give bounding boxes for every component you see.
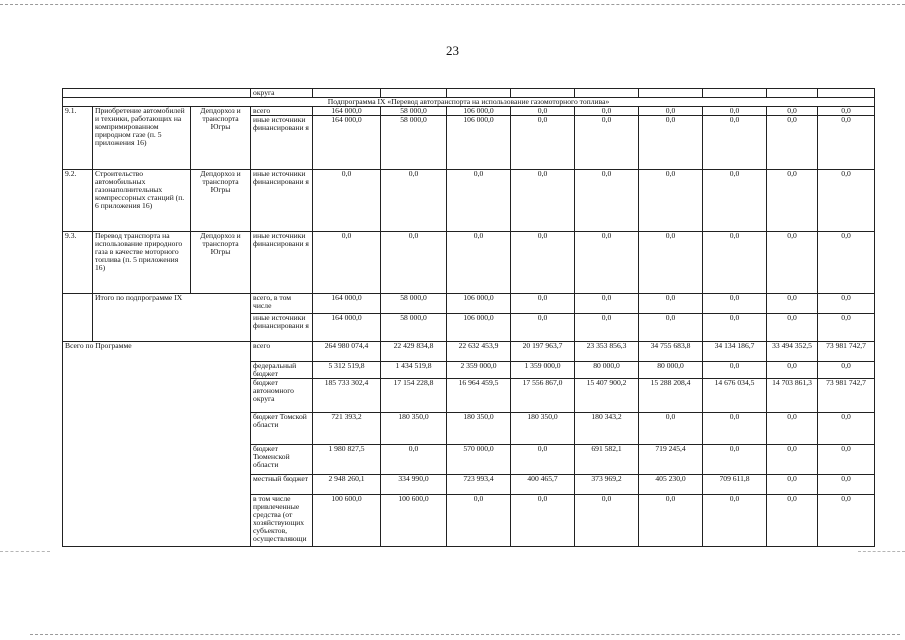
value-cell: 14 676 034,5 — [703, 379, 767, 413]
value-cell: 80 000,0 — [575, 362, 639, 379]
value-cell: 0,0 — [511, 232, 575, 294]
blank-cell — [447, 89, 511, 98]
value-cell: 22 429 834,8 — [381, 342, 447, 362]
item-number: 9.3. — [63, 232, 93, 294]
page-number: 23 — [446, 43, 459, 58]
value-cell: 0,0 — [818, 362, 875, 379]
value-cell: 0,0 — [639, 294, 703, 314]
value-cell: 0,0 — [818, 107, 875, 116]
total-row — [63, 342, 875, 362]
value-cell: 58 000,0 — [381, 107, 447, 116]
value-cell: 264 980 074,4 — [313, 342, 381, 362]
value-cell: 1 434 519,8 — [381, 362, 447, 379]
value-cell: 0,0 — [767, 475, 818, 495]
item-name: Строительство автомобильных газонаполнительных компрессорных станций (п. 6 приложения 16) — [93, 170, 191, 232]
source-cell: иные источники финансировани я — [251, 170, 313, 232]
value-cell: 0,0 — [703, 232, 767, 294]
value-cell: 0,0 — [575, 495, 639, 547]
value-cell: 0,0 — [639, 413, 703, 445]
item-number: 9.1. — [63, 107, 93, 170]
value-cell: 0,0 — [767, 495, 818, 547]
source-cell: бюджет Тюменской области — [251, 445, 313, 475]
value-cell: 180 343,2 — [575, 413, 639, 445]
value-cell: 0,0 — [381, 445, 447, 475]
value-cell: 0,0 — [818, 232, 875, 294]
value-cell: 0,0 — [767, 232, 818, 294]
value-cell: 0,0 — [639, 107, 703, 116]
value-cell: 0,0 — [511, 170, 575, 232]
value-cell: 14 703 861,3 — [767, 379, 818, 413]
value-cell: 0,0 — [767, 107, 818, 116]
value-cell: 400 465,7 — [511, 475, 575, 495]
value-cell: 100 600,0 — [381, 495, 447, 547]
value-cell: 0,0 — [767, 314, 818, 342]
value-cell: 0,0 — [639, 116, 703, 170]
value-cell: 164 000,0 — [313, 314, 381, 342]
source-cell: бюджет автономного округа — [251, 379, 313, 413]
blank-cell — [511, 89, 575, 98]
value-cell: 0,0 — [381, 232, 447, 294]
value-cell: 0,0 — [575, 116, 639, 170]
value-cell: 100 600,0 — [313, 495, 381, 547]
value-cell: 17 556 867,0 — [511, 379, 575, 413]
value-cell: 16 964 459,5 — [447, 379, 511, 413]
value-cell: 58 000,0 — [381, 116, 447, 170]
scan-mark-right — [858, 551, 905, 552]
value-cell: 0,0 — [818, 413, 875, 445]
item-executor: Депдорхоз и транспорта Югры — [191, 107, 251, 170]
value-cell: 709 611,8 — [703, 475, 767, 495]
blank-cell — [818, 89, 875, 98]
value-cell: 22 632 453,9 — [447, 342, 511, 362]
value-cell: 106 000,0 — [447, 107, 511, 116]
blank-cell — [639, 89, 703, 98]
header-row — [63, 89, 875, 98]
value-cell: 2 948 260,1 — [313, 475, 381, 495]
value-cell: 1 980 827,5 — [313, 445, 381, 475]
value-cell: 0,0 — [447, 495, 511, 547]
value-cell: 80 000,0 — [639, 362, 703, 379]
item-number: 9.2. — [63, 170, 93, 232]
value-cell: 723 993,4 — [447, 475, 511, 495]
value-cell: 34 755 683,8 — [639, 342, 703, 362]
value-cell: 0,0 — [703, 170, 767, 232]
source-cell: бюджет Томской области — [251, 413, 313, 445]
value-cell: 0,0 — [511, 107, 575, 116]
value-cell: 0,0 — [703, 116, 767, 170]
value-cell: 0,0 — [818, 116, 875, 170]
table-row — [63, 107, 875, 116]
blank-cell — [575, 89, 639, 98]
value-cell: 719 245,4 — [639, 445, 703, 475]
value-cell: 0,0 — [818, 294, 875, 314]
subprogram-title-row — [63, 98, 875, 107]
value-cell: 73 981 742,7 — [818, 342, 875, 362]
value-cell: 5 312 519,8 — [313, 362, 381, 379]
value-cell: 0,0 — [511, 314, 575, 342]
value-cell: 0,0 — [703, 107, 767, 116]
value-cell: 0,0 — [575, 170, 639, 232]
table-row — [63, 232, 875, 294]
value-cell: 0,0 — [575, 314, 639, 342]
value-cell: 17 154 228,8 — [381, 379, 447, 413]
blank-cell — [63, 294, 93, 342]
value-cell: 0,0 — [575, 294, 639, 314]
value-cell: 185 733 302,4 — [313, 379, 381, 413]
value-cell: 1 359 000,0 — [511, 362, 575, 379]
value-cell: 180 350,0 — [447, 413, 511, 445]
scan-edge-bottom — [30, 634, 900, 635]
scan-mark-left — [0, 551, 50, 552]
financing-table — [62, 88, 875, 547]
value-cell: 0,0 — [767, 170, 818, 232]
scan-edge-top — [0, 4, 905, 5]
value-cell: 0,0 — [767, 413, 818, 445]
value-cell: 691 582,1 — [575, 445, 639, 475]
value-cell: 570 000,0 — [447, 445, 511, 475]
value-cell: 0,0 — [703, 445, 767, 475]
value-cell: 0,0 — [313, 170, 381, 232]
source-cell: местный бюджет — [251, 475, 313, 495]
item-name: Перевод транспорта на использование природного газа в качестве моторного топлива (п. 5 приложения 16) — [93, 232, 191, 294]
source-cell: в том числе привлеченные средства (от хозяйствующих субъектов, осуществляющи — [251, 495, 313, 547]
value-cell: 0,0 — [818, 314, 875, 342]
subprogram-title: Подпрограмма IX «Перевод автотранспорта на использование газомоторного топлива» — [63, 98, 875, 107]
item-name: Приобретение автомобилей и техники, работающих на компримированном природном газе (п. 5 приложения 16) — [93, 107, 191, 170]
blank-cell — [381, 89, 447, 98]
value-cell: 0,0 — [639, 232, 703, 294]
value-cell: 0,0 — [818, 445, 875, 475]
value-cell: 373 969,2 — [575, 475, 639, 495]
source-cell: всего — [251, 107, 313, 116]
value-cell: 405 230,0 — [639, 475, 703, 495]
table-row — [63, 170, 875, 232]
total-label: Всего по Программе — [63, 342, 251, 547]
item-executor: Депдорхоз и транспорта Югры — [191, 170, 251, 232]
value-cell: 0,0 — [767, 445, 818, 475]
source-cell: федеральный бюджет — [251, 362, 313, 379]
value-cell: 0,0 — [447, 232, 511, 294]
value-cell: 0,0 — [767, 362, 818, 379]
value-cell: 2 359 000,0 — [447, 362, 511, 379]
value-cell: 164 000,0 — [313, 116, 381, 170]
source-cell: всего — [251, 342, 313, 362]
value-cell: 0,0 — [767, 116, 818, 170]
value-cell: 106 000,0 — [447, 294, 511, 314]
value-cell: 106 000,0 — [447, 116, 511, 170]
source-cell: всего, в том числе — [251, 294, 313, 314]
value-cell: 0,0 — [703, 314, 767, 342]
value-cell: 0,0 — [381, 170, 447, 232]
blank-cell — [703, 89, 767, 98]
value-cell: 0,0 — [447, 170, 511, 232]
source-cell: иные источники финансировани я — [251, 314, 313, 342]
value-cell: 0,0 — [703, 495, 767, 547]
value-cell: 0,0 — [767, 294, 818, 314]
value-cell: 0,0 — [639, 495, 703, 547]
value-cell: 15 407 900,2 — [575, 379, 639, 413]
value-cell: 0,0 — [818, 495, 875, 547]
value-cell: 20 197 963,7 — [511, 342, 575, 362]
value-cell: 58 000,0 — [381, 294, 447, 314]
item-executor: Депдорхоз и транспорта Югры — [191, 232, 251, 294]
value-cell: 106 000,0 — [447, 314, 511, 342]
value-cell: 0,0 — [511, 445, 575, 475]
blank-cell — [313, 89, 381, 98]
value-cell: 23 353 856,3 — [575, 342, 639, 362]
source-cell: иные источники финансировани я — [251, 232, 313, 294]
value-cell: 73 981 742,7 — [818, 379, 875, 413]
blank-cell — [63, 89, 251, 98]
value-cell: 0,0 — [818, 475, 875, 495]
value-cell: 34 134 186,7 — [703, 342, 767, 362]
source-cell: округа — [251, 89, 313, 98]
value-cell: 0,0 — [511, 495, 575, 547]
value-cell: 0,0 — [575, 232, 639, 294]
value-cell: 0,0 — [639, 170, 703, 232]
value-cell: 0,0 — [703, 413, 767, 445]
blank-cell — [767, 89, 818, 98]
subtotal-label: Итого по подпрограмме IX — [93, 294, 251, 342]
subtotal-row — [63, 294, 875, 314]
value-cell: 0,0 — [511, 294, 575, 314]
value-cell: 15 288 208,4 — [639, 379, 703, 413]
value-cell: 164 000,0 — [313, 294, 381, 314]
value-cell: 334 990,0 — [381, 475, 447, 495]
value-cell: 180 350,0 — [381, 413, 447, 445]
value-cell: 180 350,0 — [511, 413, 575, 445]
value-cell: 721 393,2 — [313, 413, 381, 445]
value-cell: 164 000,0 — [313, 107, 381, 116]
source-cell: иные источники финансировани я — [251, 116, 313, 170]
value-cell: 58 000,0 — [381, 314, 447, 342]
value-cell: 0,0 — [313, 232, 381, 294]
value-cell: 0,0 — [511, 116, 575, 170]
value-cell: 0,0 — [703, 362, 767, 379]
value-cell: 0,0 — [575, 107, 639, 116]
value-cell: 0,0 — [818, 170, 875, 232]
value-cell: 0,0 — [639, 314, 703, 342]
value-cell: 33 494 352,5 — [767, 342, 818, 362]
value-cell: 0,0 — [703, 294, 767, 314]
